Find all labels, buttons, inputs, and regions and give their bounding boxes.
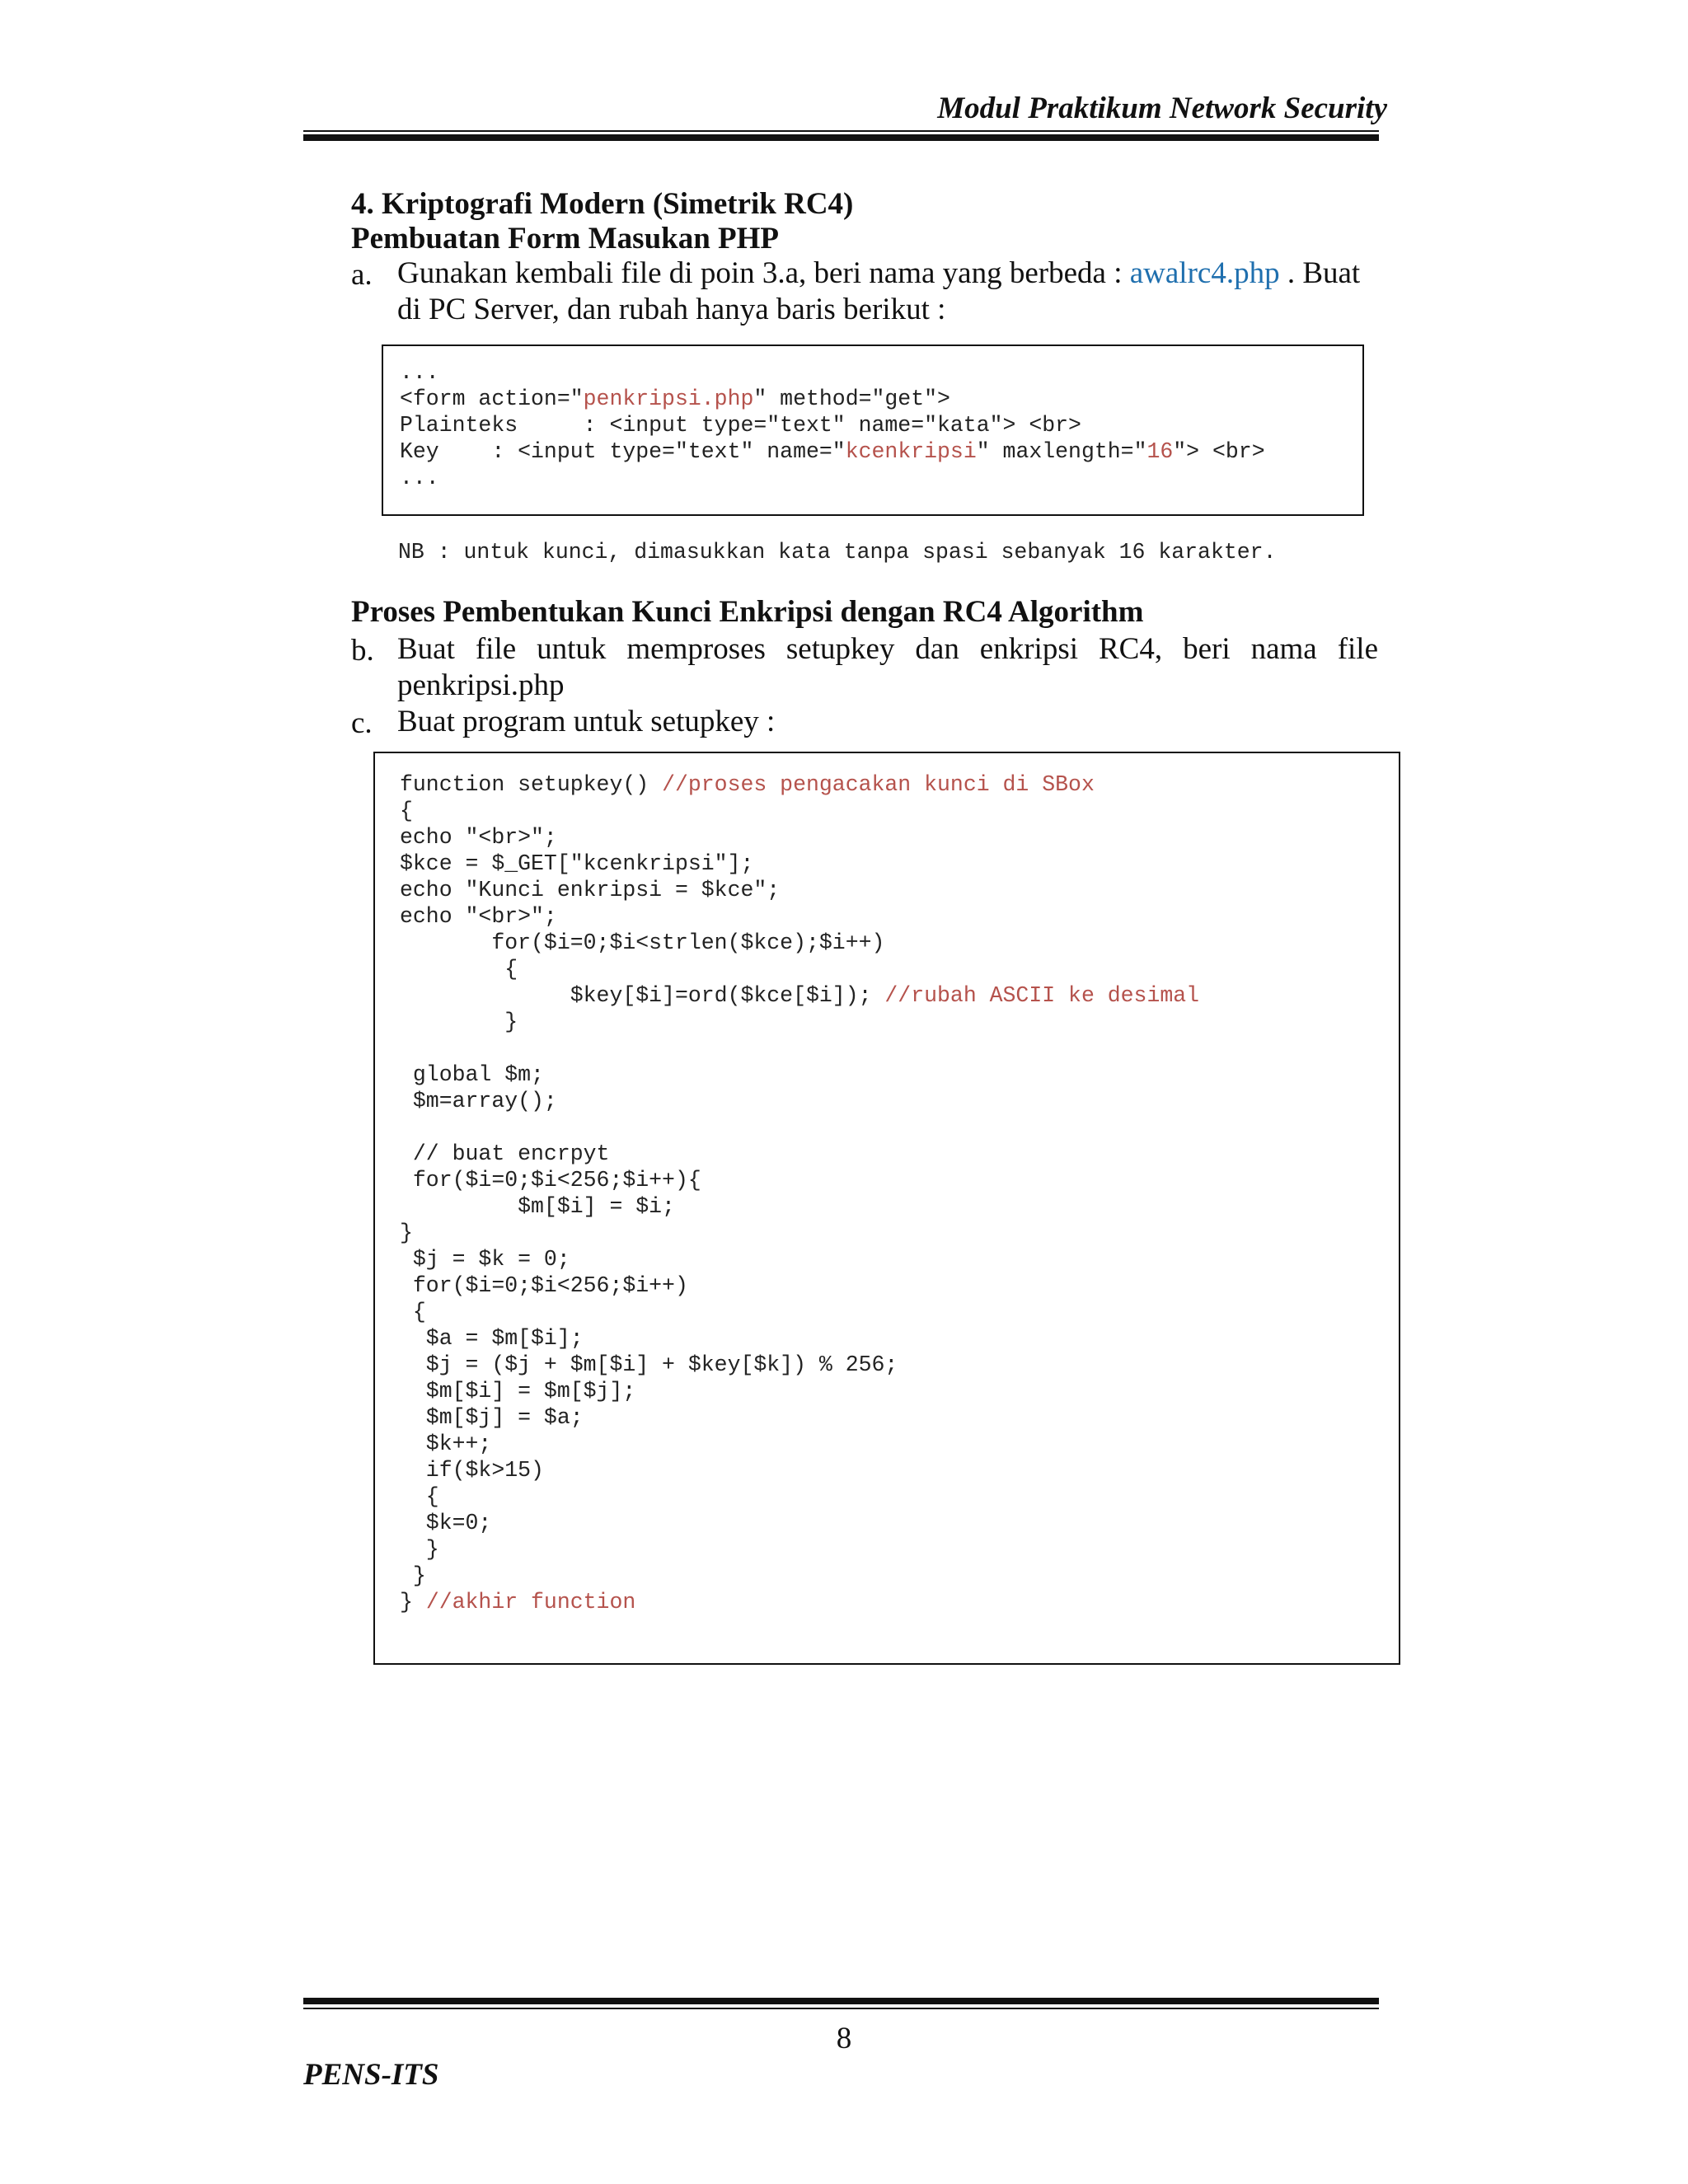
awalrc4-link[interactable]: awalrc4.php: [1129, 256, 1280, 290]
item-b-line2: penkripsi.php: [397, 668, 565, 702]
page-number: 8: [836, 2022, 852, 2055]
item-c-marker: c.: [351, 706, 373, 740]
code-block-setupkey: [373, 752, 1400, 1665]
subheading-form: Pembuatan Form Masukan PHP: [351, 222, 780, 255]
item-a-marker: a.: [351, 258, 373, 292]
item-a-text-part1: Gunakan kembali file di poin 3.a, beri nama yang berbeda :: [397, 256, 1130, 290]
running-header: Modul Praktikum Network Security: [937, 91, 1387, 125]
code-setupkey-lines: function setupkey() //proses pengacakan kunci di SBox { echo "<br>"; $kce = $_GET["kcenkripsi"]; echo "Kunci enkripsi = $kce"; echo "<br>"; for($i=0;$i<strlen($kce);$i++) { $key[$i]=ord($kce[$i]); //rubah ASCII ke desimal } global $m; $m=array(); // buat encrpyt for($i=0;$i<256;$i++){ $m[$i] = $i; } $j = $k = 0; for($i=0;$i<256;$i++) { $a = $m[$i]; $j = ($j + $m[$i] + $key[$k]) % 256; $m[$i] = $m[$j]; $m[$j] = $a; $k++; if($k>15) { $k=0; } } } //akhir function: [400, 772, 1200, 1615]
item-c-text: Buat program untuk setupkey :: [397, 705, 776, 738]
item-a-line2: di PC Server, dan rubah hanya baris berikut :: [397, 293, 946, 326]
footer-rule-thin: [303, 2008, 1379, 2009]
footer-org: PENS-ITS: [303, 2058, 439, 2092]
key-note: NB : untuk kunci, dimasukkan kata tanpa spasi sebanyak 16 karakter.: [398, 540, 1277, 565]
header-rule-thick: [303, 134, 1379, 141]
item-b-line1: Buat file untuk memproses setupkey dan enkripsi RC4, beri nama file: [397, 632, 1378, 666]
item-b-marker: b.: [351, 634, 374, 668]
section-heading: 4. Kriptografi Modern (Simetrik RC4): [351, 187, 854, 221]
header-rule-thin: [303, 130, 1379, 132]
code-form-lines: ... <form action="penkripsi.php" method="get"> Plainteks : <input type="text" name="kata"> <br> Key : <input type="text" name="kcenkripsi" maxlength="16"> <br> ...: [400, 360, 1265, 490]
footer-rule-thick: [303, 1998, 1379, 2004]
item-a-text: [397, 255, 1378, 292]
item-a-text-part2: . Buat: [1279, 256, 1361, 290]
subheading-rc4: Proses Pembentukan Kunci Enkripsi dengan RC4 Algorithm: [351, 595, 1144, 629]
code-block-form: [382, 344, 1364, 516]
